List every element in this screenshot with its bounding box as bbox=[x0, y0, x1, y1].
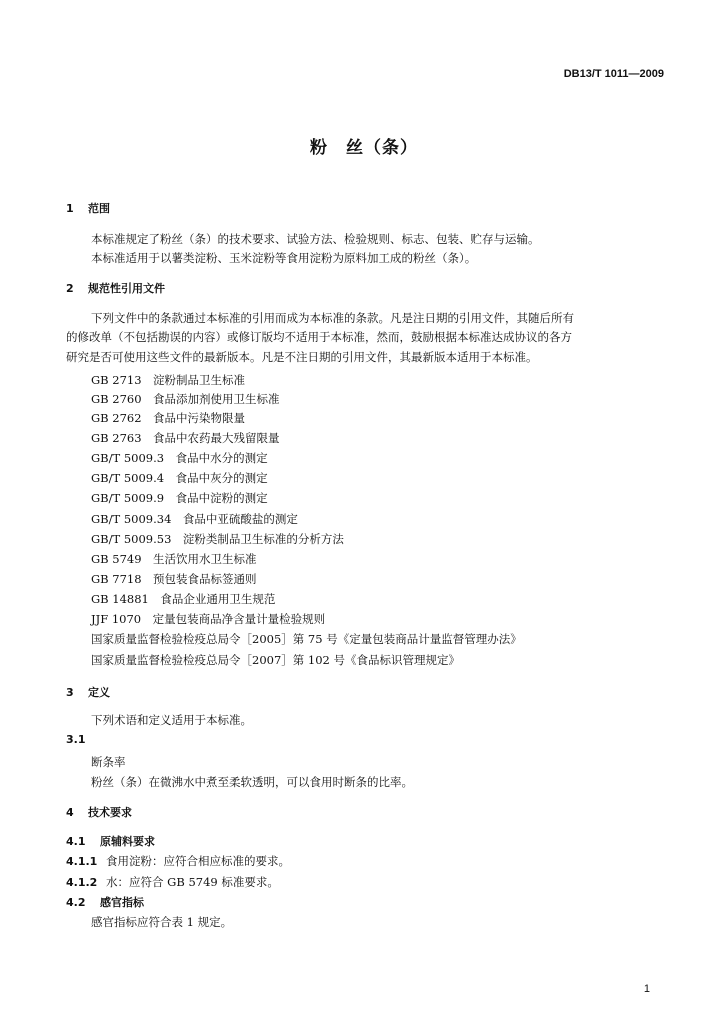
subsection-number: 3.1 bbox=[66, 733, 86, 746]
section-title: 定义 bbox=[88, 686, 110, 699]
reference-item: GB/T 5009.4 食品中灰分的测定 bbox=[91, 471, 268, 485]
section-2-heading bbox=[66, 280, 165, 296]
subsection-number: 4.1.2 bbox=[66, 876, 98, 889]
page-number: 1 bbox=[643, 983, 650, 995]
subsection-title: 感官指标 bbox=[100, 896, 144, 909]
term: 断条率 bbox=[91, 755, 126, 769]
reference-item: GB/T 5009.53 淀粉类制品卫生标准的分析方法 bbox=[91, 532, 344, 546]
reference-item: GB/T 5009.3 食品中水分的测定 bbox=[91, 451, 268, 465]
subsection-4-2 bbox=[66, 894, 144, 910]
subsection-4-1-2 bbox=[66, 874, 279, 890]
reference-item: GB 2763 食品中农药最大残留限量 bbox=[91, 431, 280, 445]
paragraph: 下列术语和定义适用于本标准。 bbox=[91, 713, 252, 727]
reference-item: GB/T 5009.9 食品中淀粉的测定 bbox=[91, 491, 268, 505]
paragraph: 下列文件中的条款通过本标准的引用而成为本标准的条款。凡是注日期的引用文件，其随后所有 bbox=[91, 311, 574, 325]
subsection-4-1-1 bbox=[66, 853, 290, 869]
subsection-number: 4.2 bbox=[66, 896, 86, 909]
reference-item: GB 2713 淀粉制品卫生标准 bbox=[91, 373, 246, 387]
paragraph: 本标准规定了粉丝（条）的技术要求、试验方法、检验规则、标志、包装、贮存与运输。 bbox=[91, 232, 540, 246]
reference-item: 国家质量监督检验检疫总局令［2007］第 102 号《食品标识管理规定》 bbox=[91, 653, 461, 667]
paragraph: 研究是否可使用这些文件的最新版本。凡是不注日期的引用文件，其最新版本适用于本标准。 bbox=[66, 350, 538, 364]
section-4-heading bbox=[66, 804, 132, 820]
paragraph: 感官指标应符合表 1 规定。 bbox=[91, 915, 233, 929]
section-title: 技术要求 bbox=[88, 806, 132, 819]
definition: 粉丝（条）在微沸水中煮至柔软透明，可以食用时断条的比率。 bbox=[91, 775, 413, 789]
reference-item: GB/T 5009.34 食品中亚硫酸盐的测定 bbox=[91, 512, 298, 526]
reference-item: 国家质量监督检验检疫总局令［2005］第 75 号《定量包装商品计量监督管理办法》 bbox=[91, 632, 522, 646]
reference-item: GB 5749 生活饮用水卫生标准 bbox=[91, 552, 257, 566]
reference-item: GB 2760 食品添加剂使用卫生标准 bbox=[91, 392, 280, 406]
reference-item: JJF 1070 定量包装商品净含量计量检验规则 bbox=[91, 612, 326, 626]
subsection-number: 4.1.1 bbox=[66, 855, 98, 868]
standard-number: DB13/T 1011—2009 bbox=[563, 68, 664, 80]
section-3-heading bbox=[66, 684, 110, 700]
section-title: 范围 bbox=[88, 202, 110, 215]
section-1-heading bbox=[66, 200, 110, 216]
reference-item: GB 2762 食品中污染物限量 bbox=[91, 411, 246, 425]
section-number: 1 bbox=[66, 202, 74, 215]
reference-item: GB 14881 食品企业通用卫生规范 bbox=[91, 592, 276, 606]
section-number: 2 bbox=[66, 282, 74, 295]
subsection-title: 原辅料要求 bbox=[100, 835, 155, 848]
section-number: 3 bbox=[66, 686, 74, 699]
paragraph: 本标准适用于以薯类淀粉、玉米淀粉等食用淀粉为原料加工成的粉丝（条）。 bbox=[91, 251, 477, 265]
section-title: 规范性引用文件 bbox=[88, 282, 165, 295]
paragraph: 的修改单（不包括勘误的内容）或修订版均不适用于本标准，然而，鼓励根据本标准达成协议的各方 bbox=[66, 330, 572, 344]
document-title: 粉 丝（条） bbox=[310, 138, 418, 158]
subsection-4-1 bbox=[66, 833, 155, 849]
subsection-number: 4.1 bbox=[66, 835, 86, 848]
clause-text: 水：应符合 GB 5749 标准要求。 bbox=[106, 875, 279, 889]
section-number: 4 bbox=[66, 806, 74, 819]
clause-text: 食用淀粉：应符合相应标准的要求。 bbox=[106, 854, 290, 868]
reference-item: GB 7718 预包装食品标签通则 bbox=[91, 572, 257, 586]
